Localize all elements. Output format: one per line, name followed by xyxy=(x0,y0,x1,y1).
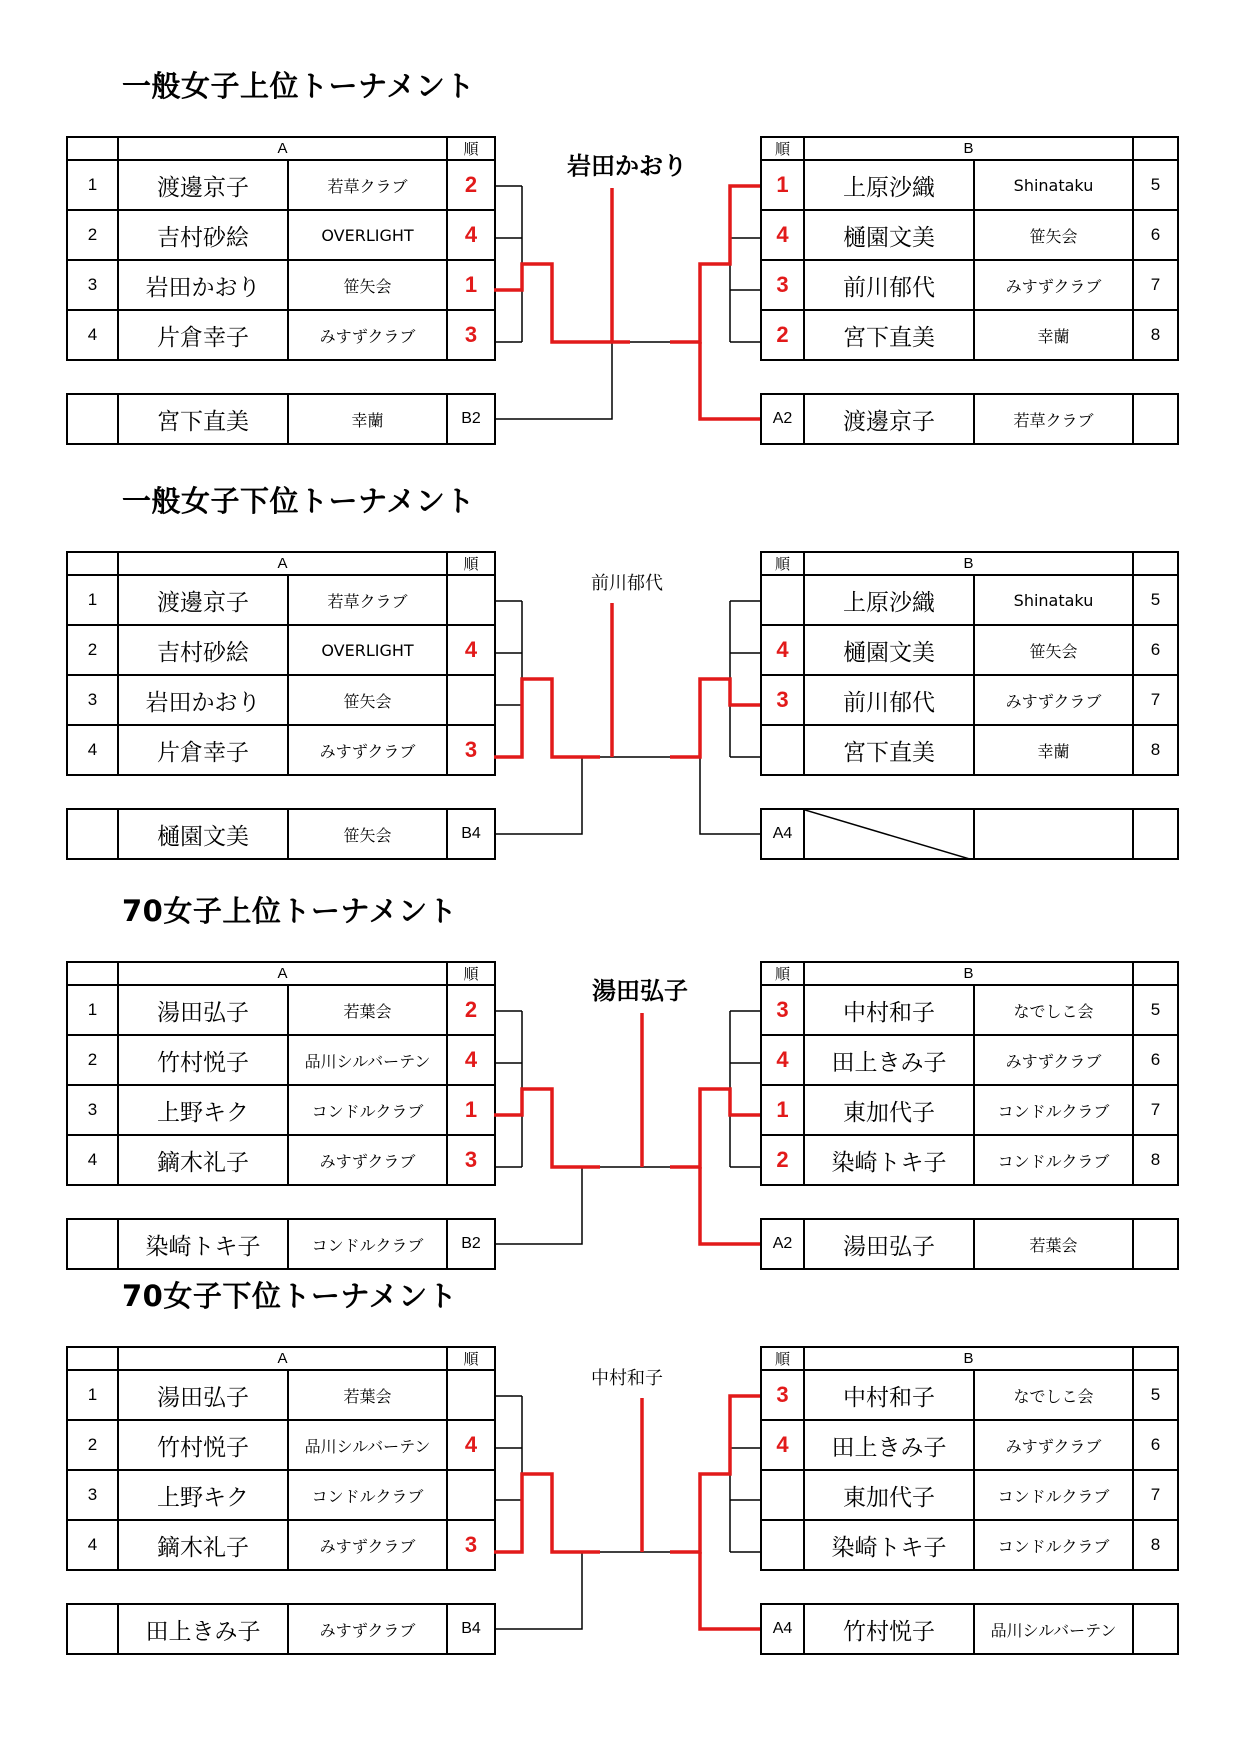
rank-value: 1 xyxy=(761,160,804,210)
seed-number: 4 xyxy=(67,1520,118,1570)
player-name: 田上きみ子 xyxy=(804,1035,974,1085)
club-name: なでしこ会 xyxy=(974,985,1133,1035)
player-name: 染崎トキ子 xyxy=(804,1135,974,1185)
club-name: なでしこ会 xyxy=(974,1370,1133,1420)
champion-name: 湯田弘子 xyxy=(592,977,688,1005)
seed-number: 7 xyxy=(1133,1470,1178,1520)
rank-header: 順 xyxy=(761,137,804,160)
seed-number: 4 xyxy=(67,310,118,360)
club-name: 品川シルバーテン xyxy=(974,1604,1133,1654)
club-name: 若葉会 xyxy=(974,1219,1133,1269)
rank-value: 3 xyxy=(761,985,804,1035)
club-name: 笹矢会 xyxy=(288,809,447,859)
seed-number: 5 xyxy=(1133,575,1178,625)
player-name: 宮下直美 xyxy=(118,394,288,444)
seed-number: 2 xyxy=(67,625,118,675)
seed-number: 8 xyxy=(1133,1135,1178,1185)
club-name: みすずクラブ xyxy=(288,725,447,775)
seed-number: 3 xyxy=(67,1470,118,1520)
club-name: みすずクラブ xyxy=(974,1420,1133,1470)
club-name: OVERLIGHT xyxy=(288,210,447,260)
champion-name: 岩田かおり xyxy=(567,152,687,180)
player-name: 吉村砂絵 xyxy=(118,625,288,675)
section-title: 一般女子下位トーナメント xyxy=(122,484,475,518)
player-name: 田上きみ子 xyxy=(118,1604,288,1654)
section-title: 70女子下位トーナメント xyxy=(122,1279,458,1313)
slot-label: B2 xyxy=(447,1219,495,1269)
player-name: 岩田かおり xyxy=(118,260,288,310)
seed-number: 6 xyxy=(1133,210,1178,260)
club-name: OVERLIGHT xyxy=(288,625,447,675)
club-name: 若葉会 xyxy=(288,985,447,1035)
rank-value: 2 xyxy=(447,985,495,1035)
section-title: 一般女子上位トーナメント xyxy=(122,69,475,103)
rank-value: 2 xyxy=(761,1135,804,1185)
champion-name: 前川郁代 xyxy=(591,573,663,594)
player-name: 宮下直美 xyxy=(804,725,974,775)
club-name: みすずクラブ xyxy=(974,1035,1133,1085)
section-title: 70女子上位トーナメント xyxy=(122,894,458,928)
rank-value: 4 xyxy=(761,210,804,260)
club-name: Shinataku xyxy=(974,575,1133,625)
rank-value: 1 xyxy=(447,1085,495,1135)
rank-header: 順 xyxy=(447,137,495,160)
group-b-header: B xyxy=(804,1347,1133,1370)
player-name: 湯田弘子 xyxy=(804,1219,974,1269)
group-a-header: A xyxy=(118,1347,447,1370)
club-name: みすずクラブ xyxy=(974,675,1133,725)
rank-value: 3 xyxy=(761,260,804,310)
slot-label: A4 xyxy=(761,809,804,859)
player-name: 竹村悦子 xyxy=(118,1420,288,1470)
player-name: 渡邊京子 xyxy=(118,160,288,210)
group-a-header: A xyxy=(118,962,447,985)
seed-number: 3 xyxy=(67,260,118,310)
rank-value: 3 xyxy=(761,1370,804,1420)
seed-number: 6 xyxy=(1133,1035,1178,1085)
rank-value: 3 xyxy=(447,725,495,775)
club-name: 若草クラブ xyxy=(974,394,1133,444)
club-name: コンドルクラブ xyxy=(974,1520,1133,1570)
rank-header: 順 xyxy=(761,552,804,575)
rank-header: 順 xyxy=(447,962,495,985)
club-name: 笹矢会 xyxy=(288,260,447,310)
rank-header: 順 xyxy=(447,552,495,575)
winner-path-left xyxy=(494,1474,600,1552)
club-name: 品川シルバーテン xyxy=(288,1420,447,1470)
group-a-header: A xyxy=(118,137,447,160)
player-name: 渡邊京子 xyxy=(804,394,974,444)
club-name: コンドルクラブ xyxy=(974,1085,1133,1135)
final-connector-left xyxy=(494,1552,582,1629)
group-b-header: B xyxy=(804,552,1133,575)
club-name: Shinataku xyxy=(974,160,1133,210)
champion-name: 中村和子 xyxy=(591,1368,663,1389)
seed-number: 1 xyxy=(67,1370,118,1420)
seed-number: 7 xyxy=(1133,675,1178,725)
rank-value: 2 xyxy=(761,310,804,360)
club-name: みすずクラブ xyxy=(288,310,447,360)
rank-value: 4 xyxy=(447,210,495,260)
seed-number: 1 xyxy=(67,160,118,210)
final-connector-right xyxy=(700,1552,760,1629)
club-name: 若草クラブ xyxy=(288,575,447,625)
player-name: 竹村悦子 xyxy=(804,1604,974,1654)
player-name: 湯田弘子 xyxy=(118,985,288,1035)
group-b-header: B xyxy=(804,137,1133,160)
seed-number: 2 xyxy=(67,1420,118,1470)
club-name: 笹矢会 xyxy=(288,675,447,725)
club-name: 若葉会 xyxy=(288,1370,447,1420)
player-name: 染崎トキ子 xyxy=(118,1219,288,1269)
player-name: 前川郁代 xyxy=(804,675,974,725)
club-name: コンドルクラブ xyxy=(974,1470,1133,1520)
player-name: 片倉幸子 xyxy=(118,725,288,775)
player-name: 宮下直美 xyxy=(804,310,974,360)
club-name: みすずクラブ xyxy=(288,1520,447,1570)
seed-number: 1 xyxy=(67,985,118,1035)
winner-path-final xyxy=(700,1552,760,1629)
club-name: みすずクラブ xyxy=(288,1135,447,1185)
rank-value: 3 xyxy=(447,1135,495,1185)
slot-label: B4 xyxy=(447,809,495,859)
rank-header: 順 xyxy=(761,962,804,985)
player-name: 上野キク xyxy=(118,1085,288,1135)
rank-value: 3 xyxy=(447,310,495,360)
club-name: 品川シルバーテン xyxy=(288,1035,447,1085)
player-name: 樋園文美 xyxy=(804,210,974,260)
club-name: コンドルクラブ xyxy=(974,1135,1133,1185)
rank-value: 4 xyxy=(447,1420,495,1470)
seed-number: 5 xyxy=(1133,1370,1178,1420)
group-b-header: B xyxy=(804,962,1133,985)
player-name: 田上きみ子 xyxy=(804,1420,974,1470)
rank-value: 1 xyxy=(761,1085,804,1135)
seed-number: 7 xyxy=(1133,1085,1178,1135)
player-name: 上原沙織 xyxy=(804,160,974,210)
player-name: 染崎トキ子 xyxy=(804,1520,974,1570)
player-name: 渡邊京子 xyxy=(118,575,288,625)
player-name: 上原沙織 xyxy=(804,575,974,625)
slot-label: A2 xyxy=(761,394,804,444)
rank-value: 4 xyxy=(447,625,495,675)
player-name: 鏑木礼子 xyxy=(118,1520,288,1570)
slot-label: A2 xyxy=(761,1219,804,1269)
seed-number: 5 xyxy=(1133,160,1178,210)
club-name: みすずクラブ xyxy=(974,260,1133,310)
winner-path-right xyxy=(670,1396,760,1552)
player-name: 中村和子 xyxy=(804,985,974,1035)
player-name: 竹村悦子 xyxy=(118,1035,288,1085)
rank-value: 4 xyxy=(761,1420,804,1470)
slot-label: B4 xyxy=(447,1604,495,1654)
player-name: 樋園文美 xyxy=(804,625,974,675)
club-name: コンドルクラブ xyxy=(288,1085,447,1135)
seed-number: 4 xyxy=(67,1135,118,1185)
rank-value: 4 xyxy=(761,625,804,675)
club-name: 若草クラブ xyxy=(288,160,447,210)
seed-number: 5 xyxy=(1133,985,1178,1035)
club-name: みすずクラブ xyxy=(288,1604,447,1654)
club-name: 笹矢会 xyxy=(974,625,1133,675)
club-name: 幸蘭 xyxy=(974,310,1133,360)
player-name: 中村和子 xyxy=(804,1370,974,1420)
seed-number: 6 xyxy=(1133,625,1178,675)
rank-header: 順 xyxy=(447,1347,495,1370)
player-name: 樋園文美 xyxy=(118,809,288,859)
seed-number: 8 xyxy=(1133,1520,1178,1570)
player-name: 前川郁代 xyxy=(804,260,974,310)
player-name: 東加代子 xyxy=(804,1470,974,1520)
seed-number: 1 xyxy=(67,575,118,625)
rank-value: 3 xyxy=(447,1520,495,1570)
seed-number: 3 xyxy=(67,1085,118,1135)
seed-number: 2 xyxy=(67,1035,118,1085)
player-name: 片倉幸子 xyxy=(118,310,288,360)
player-name: 岩田かおり xyxy=(118,675,288,725)
rank-value: 4 xyxy=(761,1035,804,1085)
seed-number: 6 xyxy=(1133,1420,1178,1470)
rank-value: 1 xyxy=(447,260,495,310)
slot-label: B2 xyxy=(447,394,495,444)
club-name: コンドルクラブ xyxy=(288,1470,447,1520)
player-name: 湯田弘子 xyxy=(118,1370,288,1420)
rank-value: 4 xyxy=(447,1035,495,1085)
player-name: 東加代子 xyxy=(804,1085,974,1135)
slot-label: A4 xyxy=(761,1604,804,1654)
seed-number: 4 xyxy=(67,725,118,775)
seed-number: 8 xyxy=(1133,310,1178,360)
seed-number: 2 xyxy=(67,210,118,260)
club-name: コンドルクラブ xyxy=(288,1219,447,1269)
rank-value: 2 xyxy=(447,160,495,210)
player-name: 鏑木礼子 xyxy=(118,1135,288,1185)
player-name: 上野キク xyxy=(118,1470,288,1520)
rank-header: 順 xyxy=(761,1347,804,1370)
seed-number: 7 xyxy=(1133,260,1178,310)
club-name: 幸蘭 xyxy=(974,725,1133,775)
rank-value: 3 xyxy=(761,675,804,725)
club-name: 笹矢会 xyxy=(974,210,1133,260)
seed-number: 8 xyxy=(1133,725,1178,775)
club-name: 幸蘭 xyxy=(288,394,447,444)
player-name: 吉村砂絵 xyxy=(118,210,288,260)
group-a-header: A xyxy=(118,552,447,575)
seed-number: 3 xyxy=(67,675,118,725)
